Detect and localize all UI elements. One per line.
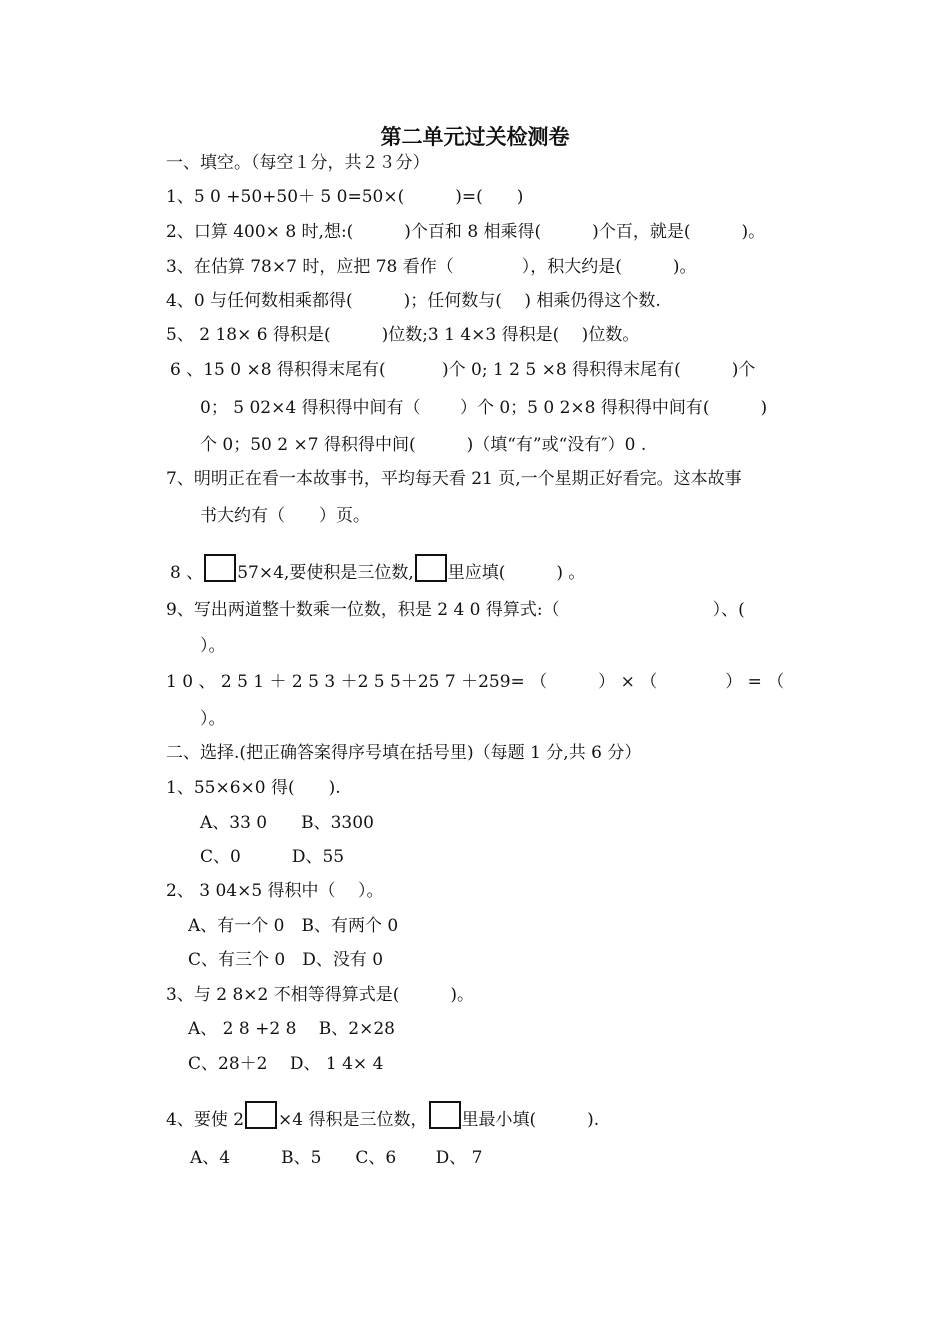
choice-3-options-a: A、 2 8 +2 8 B、2×28 (188, 1019, 395, 1039)
q4-middle: ×4 得积是三位数， (278, 1110, 428, 1130)
fill-question-4: 4、0 与任何数相乘都得( )；任何数与( ) 相乘仍得这个数. (166, 291, 661, 311)
fill-question-9-line2: ）。 (200, 636, 226, 656)
choice-question-1: 1、55×6×0 得( ). (166, 778, 341, 798)
blank-box (245, 1101, 277, 1129)
blank-box (415, 554, 447, 582)
fill-question-6-line1: 6 、15 0 ×8 得积得末尾有( )个 0; 1 2 5 ×8 得积得末尾有( )个 (170, 360, 756, 380)
q8-text: 57×4,要使积是三位数, (237, 563, 414, 583)
fill-question-2: 2、口算 400× 8 时,想:( )个百和 8 相乘得( )个百，就是( )。 (166, 222, 766, 242)
choice-question-4 (166, 1101, 599, 1131)
fill-question-6-line3: 个 0；50 2 ×7 得积得中间( )（填“有”或“没有″）0 . (200, 435, 647, 455)
q8-number: 8 、 (170, 563, 204, 583)
choice-question-3: 3、与 2 8×2 不相等得算式是( )。 (166, 985, 474, 1005)
q4-tail: 里最小填( ). (461, 1110, 600, 1130)
choice-1-options-a: A、33 0 B、3300 (200, 813, 374, 833)
fill-question-5: 5、 2 18× 6 得积是( )位数;3 1 4×3 得积是( )位数。 (166, 325, 640, 345)
choice-2-options-b: C、有三个 0 D、没有 0 (188, 950, 384, 970)
section1-heading: 一、填空。（每空１分，共２３分） (166, 153, 430, 173)
q4-text: 4、要使 2 (166, 1110, 245, 1130)
fill-question-10-line1: 1 0 、 2 5 1 ＋ 2 5 3 ＋2 5 5＋25 7 ＋259= （ ） × （ ） = （ (166, 672, 785, 692)
choice-question-2: 2、 3 04×5 得积中（ ）。 (166, 881, 384, 901)
fill-question-3: 3、在估算 78×7 时，应把 78 看作（ ），积大约是( )。 (166, 257, 697, 277)
fill-question-6-line2: 0； 5 02×4 得积得中间有（ ）个 0；5 0 2×8 得积得中间有( ) (200, 398, 768, 418)
choice-1-options-b: C、0 D、55 (200, 847, 345, 867)
page-title: 第二单元过关检测卷 (380, 124, 570, 149)
choice-4-options: A、4 B、5 C、6 D、 7 (190, 1148, 483, 1168)
section2-heading: 二、选择.(把正确答案得序号填在括号里)（每题 1 分,共 6 分） (166, 743, 642, 763)
fill-question-9-line1: 9、写出两道整十数乘一位数，积是 2 4 0 得算式:（ ）、( (166, 600, 745, 620)
fill-question-7-line2: 书大约有（ ）页。 (200, 506, 370, 526)
blank-box (204, 554, 236, 582)
fill-question-8 (170, 554, 585, 584)
fill-question-7-line1: 7、明明正在看一本故事书，平均每天看 21 页,一个星期正好看完。这本故事 (166, 469, 742, 489)
choice-2-options-a: A、有一个 0 B、有两个 0 (188, 916, 399, 936)
fill-question-1: 1、5 0 +50+50＋ 5 0=50×( )=( ) (166, 187, 524, 207)
choice-3-options-b: C、28＋2 D、 1 4× 4 (188, 1054, 384, 1074)
fill-question-10-line2: ）。 (200, 709, 226, 729)
blank-box (429, 1101, 461, 1129)
q8-tail: 里应填( ) 。 (447, 563, 586, 583)
